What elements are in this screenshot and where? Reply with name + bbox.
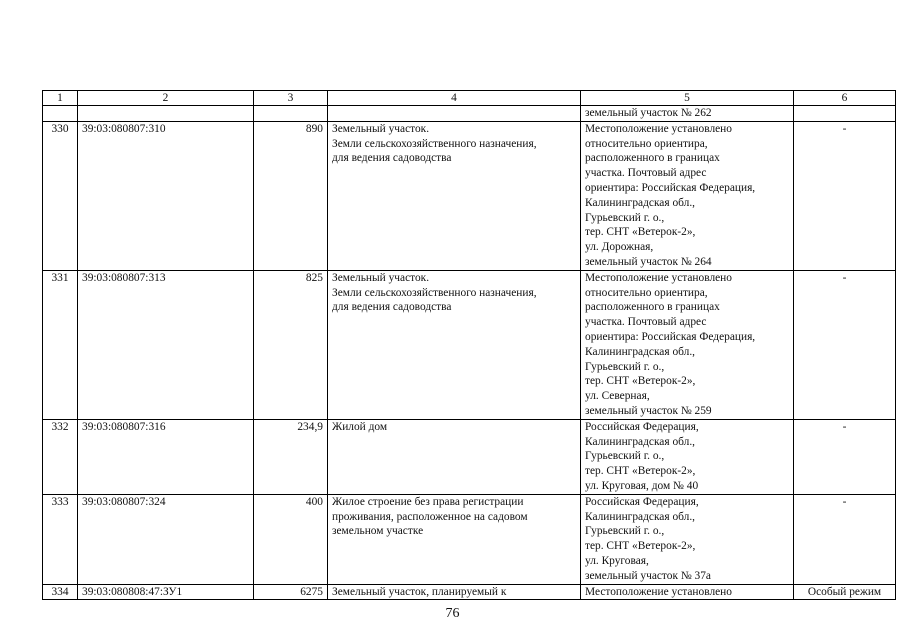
address-line: тер. СНТ «Ветерок-2», — [585, 465, 696, 478]
cell-description — [328, 494, 581, 584]
cell-num: 331 — [43, 270, 78, 419]
cell-area: 825 — [254, 270, 328, 419]
description-line: Жилое строение без права регистрации — [332, 495, 524, 508]
table-row — [43, 121, 896, 270]
address-line: ул. Круговая, дом № 40 — [585, 479, 699, 492]
table-row — [43, 419, 896, 494]
cell-address — [581, 584, 794, 600]
address-line: земельный участок № 37а — [585, 569, 711, 582]
address-line: ул. Северная, — [585, 390, 650, 403]
description-line: земельном участке — [332, 525, 424, 538]
cell-description — [328, 584, 581, 600]
cell-note: - — [794, 270, 896, 419]
address-line: относительно ориентира, — [585, 286, 708, 299]
header-row — [43, 91, 896, 106]
address-line: расположенного в границах — [585, 152, 720, 165]
cell-area: 890 — [254, 121, 328, 270]
header-col-1: 1 — [43, 91, 78, 106]
cell-num: 334 — [43, 584, 78, 600]
address-line: ул. Дорожная, — [585, 241, 654, 254]
address-line: Калининградская обл., — [585, 510, 696, 523]
cell-cadastral: 39:03:080807:324 — [78, 494, 254, 584]
address-line: ул. Круговая, — [585, 554, 649, 567]
cell-area — [254, 106, 328, 122]
header-col-6: 6 — [794, 91, 896, 106]
address-line: относительно ориентира, — [585, 137, 708, 150]
cell-address — [581, 270, 794, 419]
cell-note: Особый режим — [794, 584, 896, 600]
address-line: ориентира: Российская Федерация, — [585, 181, 756, 194]
address-line: Калининградская обл., — [585, 196, 696, 209]
address-line: земельный участок № 259 — [585, 404, 712, 417]
cell-address — [581, 106, 794, 122]
address-line: земельный участок № 262 — [585, 107, 712, 119]
cell-note: - — [794, 494, 896, 584]
cell-note — [794, 106, 896, 122]
description-line: Земельный участок. — [332, 271, 430, 284]
address-line: тер. СНТ «Ветерок-2», — [585, 375, 696, 388]
header-col-2: 2 — [78, 91, 254, 106]
address-line: Гурьевский г. о., — [585, 525, 665, 538]
cell-note: - — [794, 121, 896, 270]
description-line: Жилой дом — [332, 420, 388, 433]
table-row — [43, 584, 896, 600]
description-line: проживания, расположенное на садовом — [332, 510, 528, 523]
cell-num: 332 — [43, 419, 78, 494]
cell-description — [328, 419, 581, 494]
description-line: Земли сельскохозяйственного назначения, — [332, 286, 537, 299]
address-line: ориентира: Российская Федерация, — [585, 330, 756, 343]
address-line: Местоположение установлено — [585, 585, 732, 598]
cell-num: 330 — [43, 121, 78, 270]
table-row — [43, 494, 896, 584]
cell-cadastral: 39:03:080807:316 — [78, 419, 254, 494]
cell-area: 234,9 — [254, 419, 328, 494]
cell-num: 333 — [43, 494, 78, 584]
description-line: для ведения садоводства — [332, 152, 452, 165]
address-line: Российская Федерация, — [585, 495, 699, 508]
continuation-row — [43, 106, 896, 122]
address-line: участка. Почтовый адрес — [585, 316, 707, 329]
description-line: для ведения садоводства — [332, 301, 452, 314]
cell-description — [328, 270, 581, 419]
description-line: Земли сельскохозяйственного назначения, — [332, 137, 537, 150]
description-line: Земельный участок, планируемый к — [332, 585, 507, 598]
address-line: Калининградская обл., — [585, 435, 696, 448]
header-col-3: 3 — [254, 91, 328, 106]
address-line: Гурьевский г. о., — [585, 450, 665, 463]
cell-cadastral: 39:03:080807:310 — [78, 121, 254, 270]
address-line: Местоположение установлено — [585, 271, 732, 284]
table-body — [43, 106, 896, 600]
address-line: Местоположение установлено — [585, 122, 732, 135]
address-line: тер. СНТ «Ветерок-2», — [585, 540, 696, 553]
cell-area: 400 — [254, 494, 328, 584]
address-line: участка. Почтовый адрес — [585, 167, 707, 180]
cell-cadastral: 39:03:080807:313 — [78, 270, 254, 419]
cell-address — [581, 494, 794, 584]
cell-description — [328, 121, 581, 270]
address-line: Гурьевский г. о., — [585, 360, 665, 373]
page-number: 76 — [445, 606, 460, 621]
address-line: тер. СНТ «Ветерок-2», — [585, 226, 696, 239]
cell-cadastral: 39:03:080808:47:ЗУ1 — [78, 584, 254, 600]
header-col-5: 5 — [581, 91, 794, 106]
cell-num — [43, 106, 78, 122]
table-row — [43, 270, 896, 419]
cell-address — [581, 419, 794, 494]
cell-description — [328, 106, 581, 122]
address-line: земельный участок № 264 — [585, 255, 712, 268]
address-line: Гурьевский г. о., — [585, 211, 665, 224]
cell-cadastral — [78, 106, 254, 122]
land-register-table — [42, 90, 896, 600]
cell-note: - — [794, 419, 896, 494]
address-line: Российская Федерация, — [585, 420, 699, 433]
cell-area: 6275 — [254, 584, 328, 600]
header-col-4: 4 — [328, 91, 581, 106]
cell-address — [581, 121, 794, 270]
description-line: Земельный участок. — [332, 122, 430, 135]
address-line: Калининградская обл., — [585, 345, 696, 358]
address-line: расположенного в границах — [585, 301, 720, 314]
table-header — [43, 91, 896, 106]
